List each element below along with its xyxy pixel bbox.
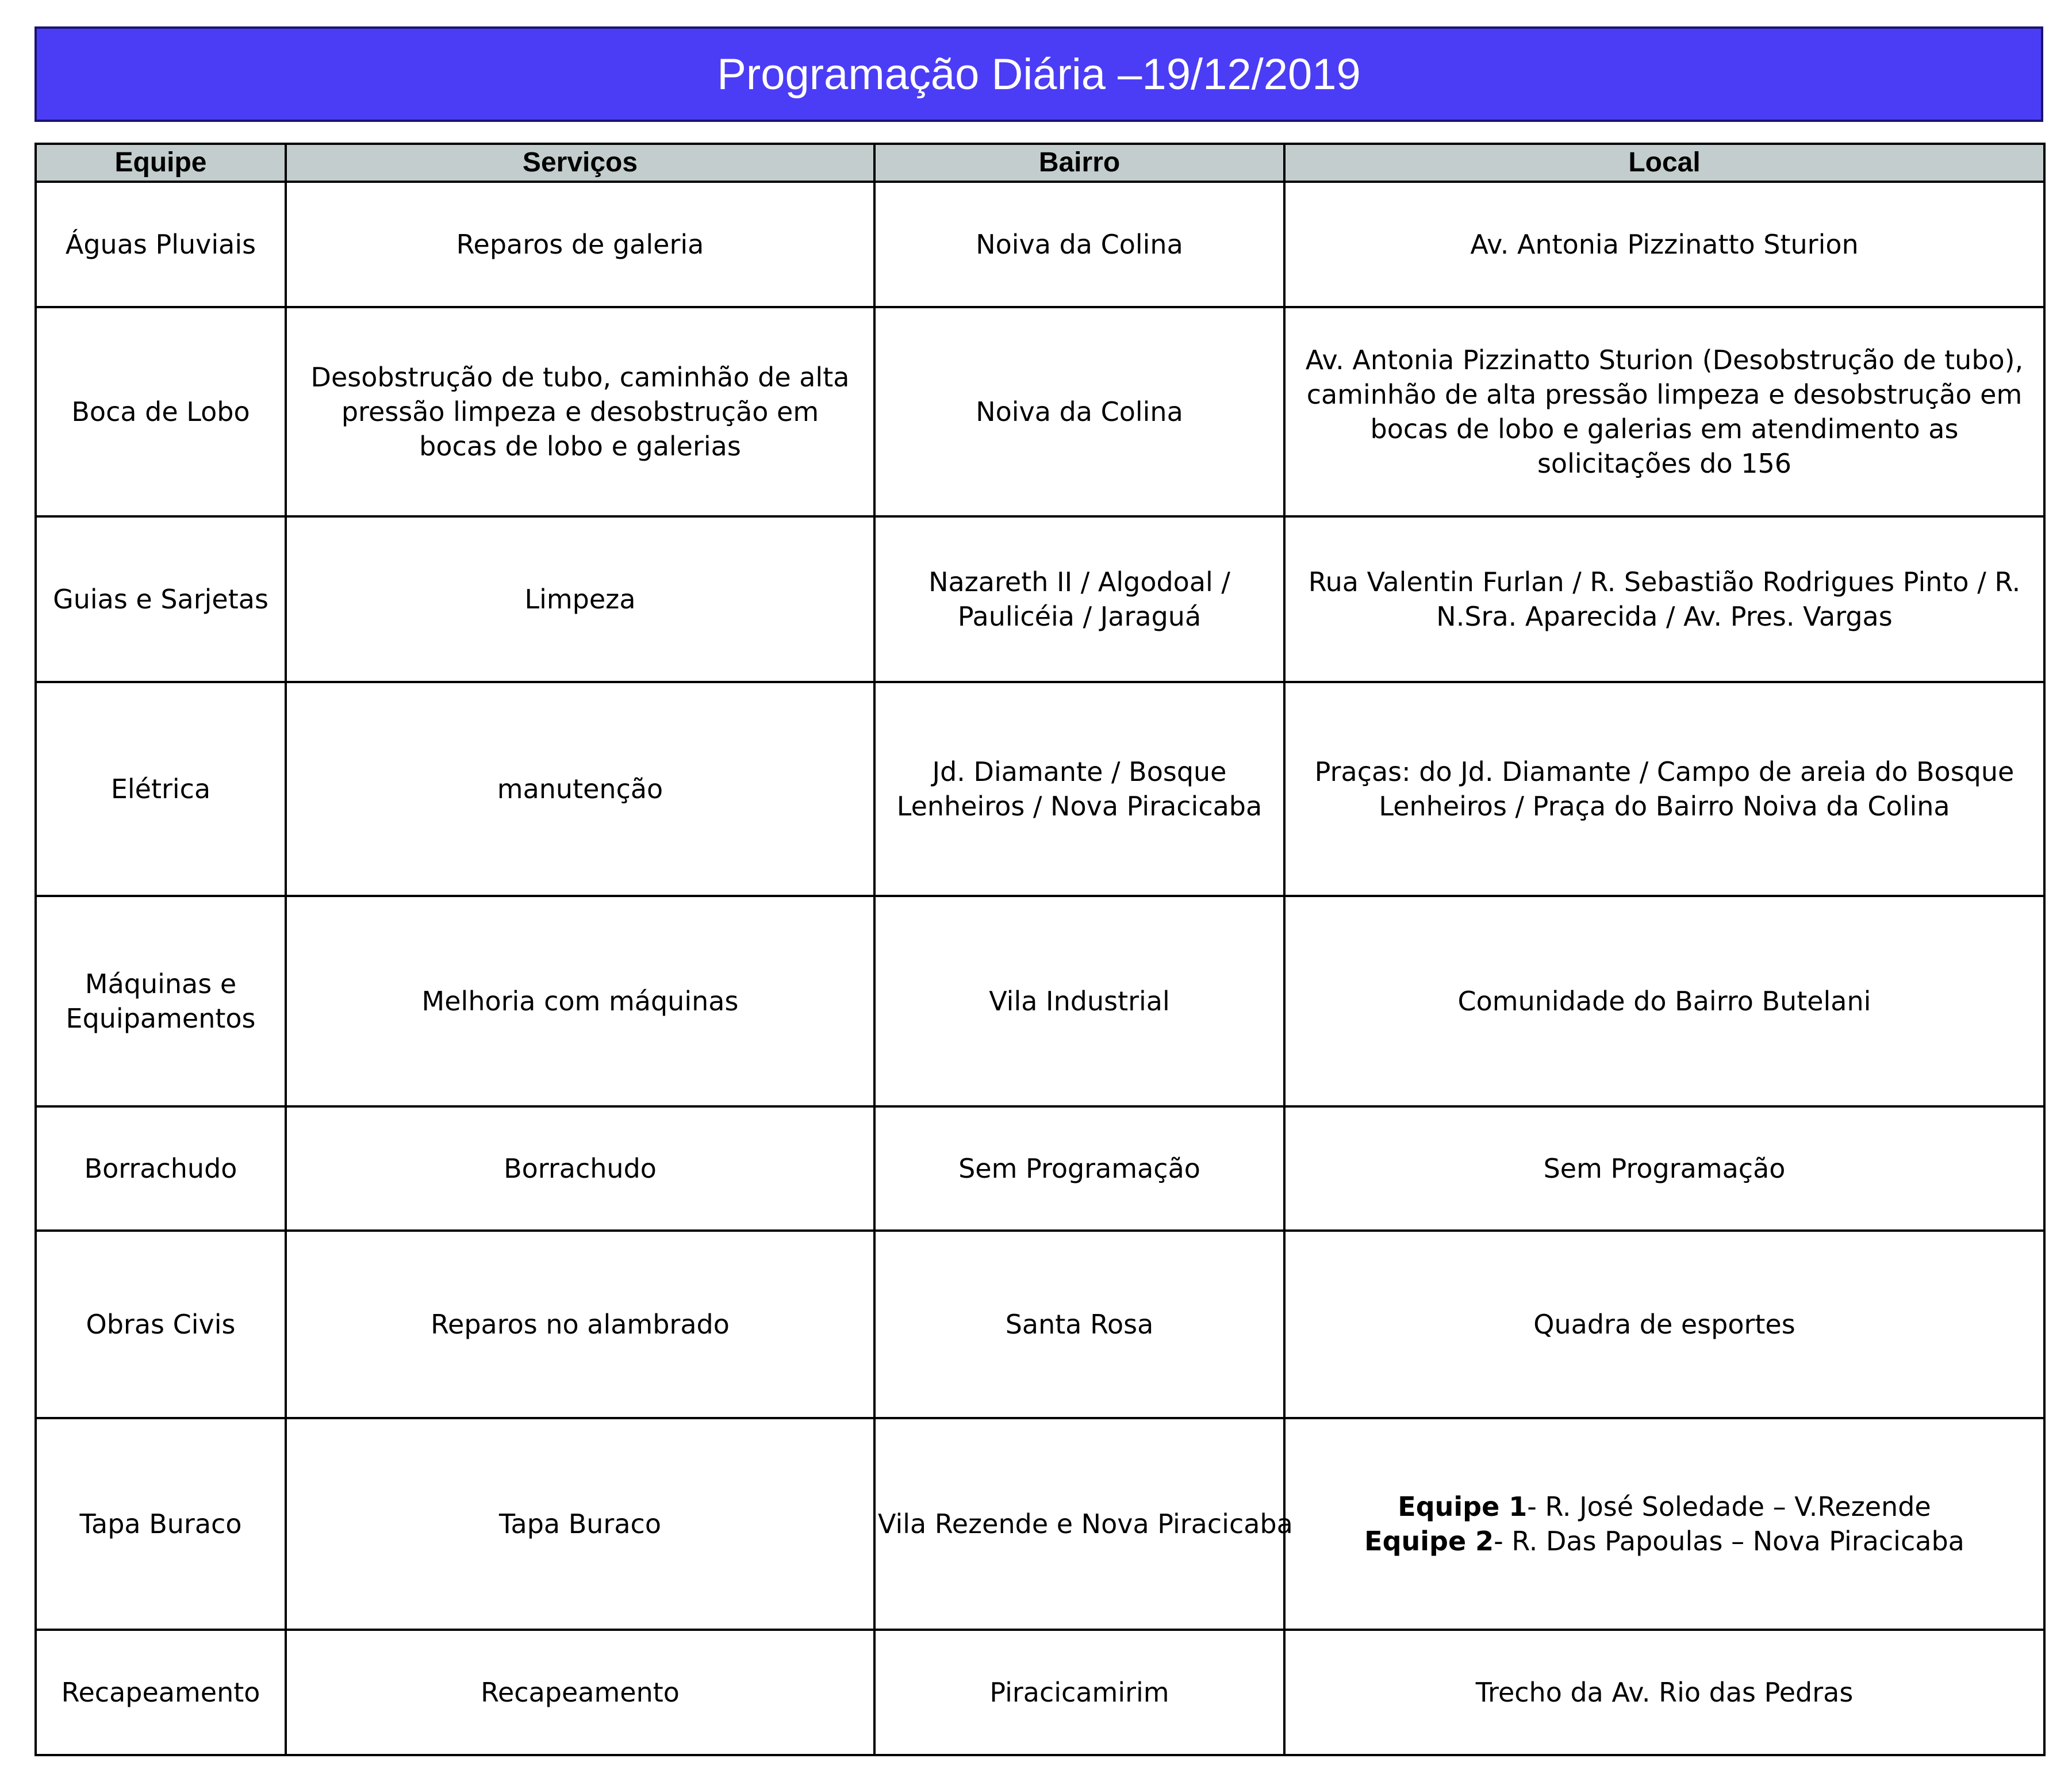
local-line-text: - R. Das Papoulas – Nova Piracicaba [1494, 1526, 1964, 1557]
table-row [36, 307, 2044, 516]
cell-equipe: Máquinas e Equipamentos [36, 896, 286, 1106]
cell-equipe: Boca de Lobo [36, 307, 286, 516]
cell-servicos: manutenção [286, 682, 874, 896]
table-row [36, 1231, 2044, 1418]
header-equipe: Equipe [36, 144, 286, 182]
cell-local: Av. Antonia Pizzinatto Sturion (Desobstrução de tubo), caminhão de alta pressão limpeza e desobstrução em bocas de lobo e galerias em atendimento as solicitações do 156 [1284, 307, 2044, 516]
cell-bairro: Vila Rezende e Nova Piracicaba [874, 1418, 1284, 1630]
cell-local: Sem Programação [1284, 1106, 2044, 1231]
cell-servicos: Tapa Buraco [286, 1418, 874, 1630]
header-row [36, 144, 2044, 182]
cell-local: Quadra de esportes [1284, 1231, 2044, 1418]
page-title [34, 26, 2043, 122]
cell-bairro: Piracicamirim [874, 1630, 1284, 1755]
local-line-label: Equipe 2 [1364, 1526, 1494, 1557]
cell-servicos: Reparos de galeria [286, 182, 874, 307]
cell-equipe: Recapeamento [36, 1630, 286, 1755]
cell-equipe: Guias e Sarjetas [36, 516, 286, 682]
table-row [36, 1106, 2044, 1231]
cell-bairro: Jd. Diamante / Bosque Lenheiros / Nova Piracicaba [874, 682, 1284, 896]
cell-local [1284, 1418, 2044, 1630]
cell-equipe: Obras Civis [36, 1231, 286, 1418]
cell-servicos: Borrachudo [286, 1106, 874, 1231]
cell-local: Trecho da Av. Rio das Pedras [1284, 1630, 2044, 1755]
header-bairro: Bairro [874, 144, 1284, 182]
cell-servicos: Limpeza [286, 516, 874, 682]
local-line-label: Equipe 1 [1398, 1491, 1528, 1522]
schedule-table [34, 143, 2046, 1756]
cell-servicos: Reparos no alambrado [286, 1231, 874, 1418]
header-local: Local [1284, 144, 2044, 182]
cell-bairro: Noiva da Colina [874, 182, 1284, 307]
table-row [36, 682, 2044, 896]
cell-bairro: Sem Programação [874, 1106, 1284, 1231]
header-servicos: Serviços [286, 144, 874, 182]
cell-servicos: Recapeamento [286, 1630, 874, 1755]
table-row [36, 896, 2044, 1106]
cell-local: Av. Antonia Pizzinatto Sturion [1284, 182, 2044, 307]
cell-local: Praças: do Jd. Diamante / Campo de areia do Bosque Lenheiros / Praça do Bairro Noiva da Colina [1284, 682, 2044, 896]
cell-equipe: Elétrica [36, 682, 286, 896]
local-line-equipe-2 [1298, 1524, 2031, 1558]
cell-bairro: Vila Industrial [874, 896, 1284, 1106]
cell-equipe: Tapa Buraco [36, 1418, 286, 1630]
title-prefix: Programação Diária – [717, 49, 1142, 99]
cell-equipe: Borrachudo [36, 1106, 286, 1231]
cell-local: Comunidade do Bairro Butelani [1284, 896, 2044, 1106]
table-row [36, 1418, 2044, 1630]
cell-servicos: Melhoria com máquinas [286, 896, 874, 1106]
cell-local: Rua Valentin Furlan / R. Sebastião Rodrigues Pinto / R. N.Sra. Aparecida / Av. Pres. Vargas [1284, 516, 2044, 682]
table-row [36, 182, 2044, 307]
title-date: 19/12/2019 [1142, 49, 1361, 99]
cell-bairro: Santa Rosa [874, 1231, 1284, 1418]
cell-bairro: Nazareth II / Algodoal / Paulicéia / Jaraguá [874, 516, 1284, 682]
cell-equipe: Águas Pluviais [36, 182, 286, 307]
table-row [36, 516, 2044, 682]
local-line-text: - R. José Soledade – V.Rezende [1527, 1491, 1931, 1522]
table-row [36, 1630, 2044, 1755]
cell-servicos: Desobstrução de tubo, caminhão de alta pressão limpeza e desobstrução em bocas de lobo e galerias [286, 307, 874, 516]
cell-bairro: Noiva da Colina [874, 307, 1284, 516]
local-line-equipe-1 [1298, 1489, 2031, 1524]
